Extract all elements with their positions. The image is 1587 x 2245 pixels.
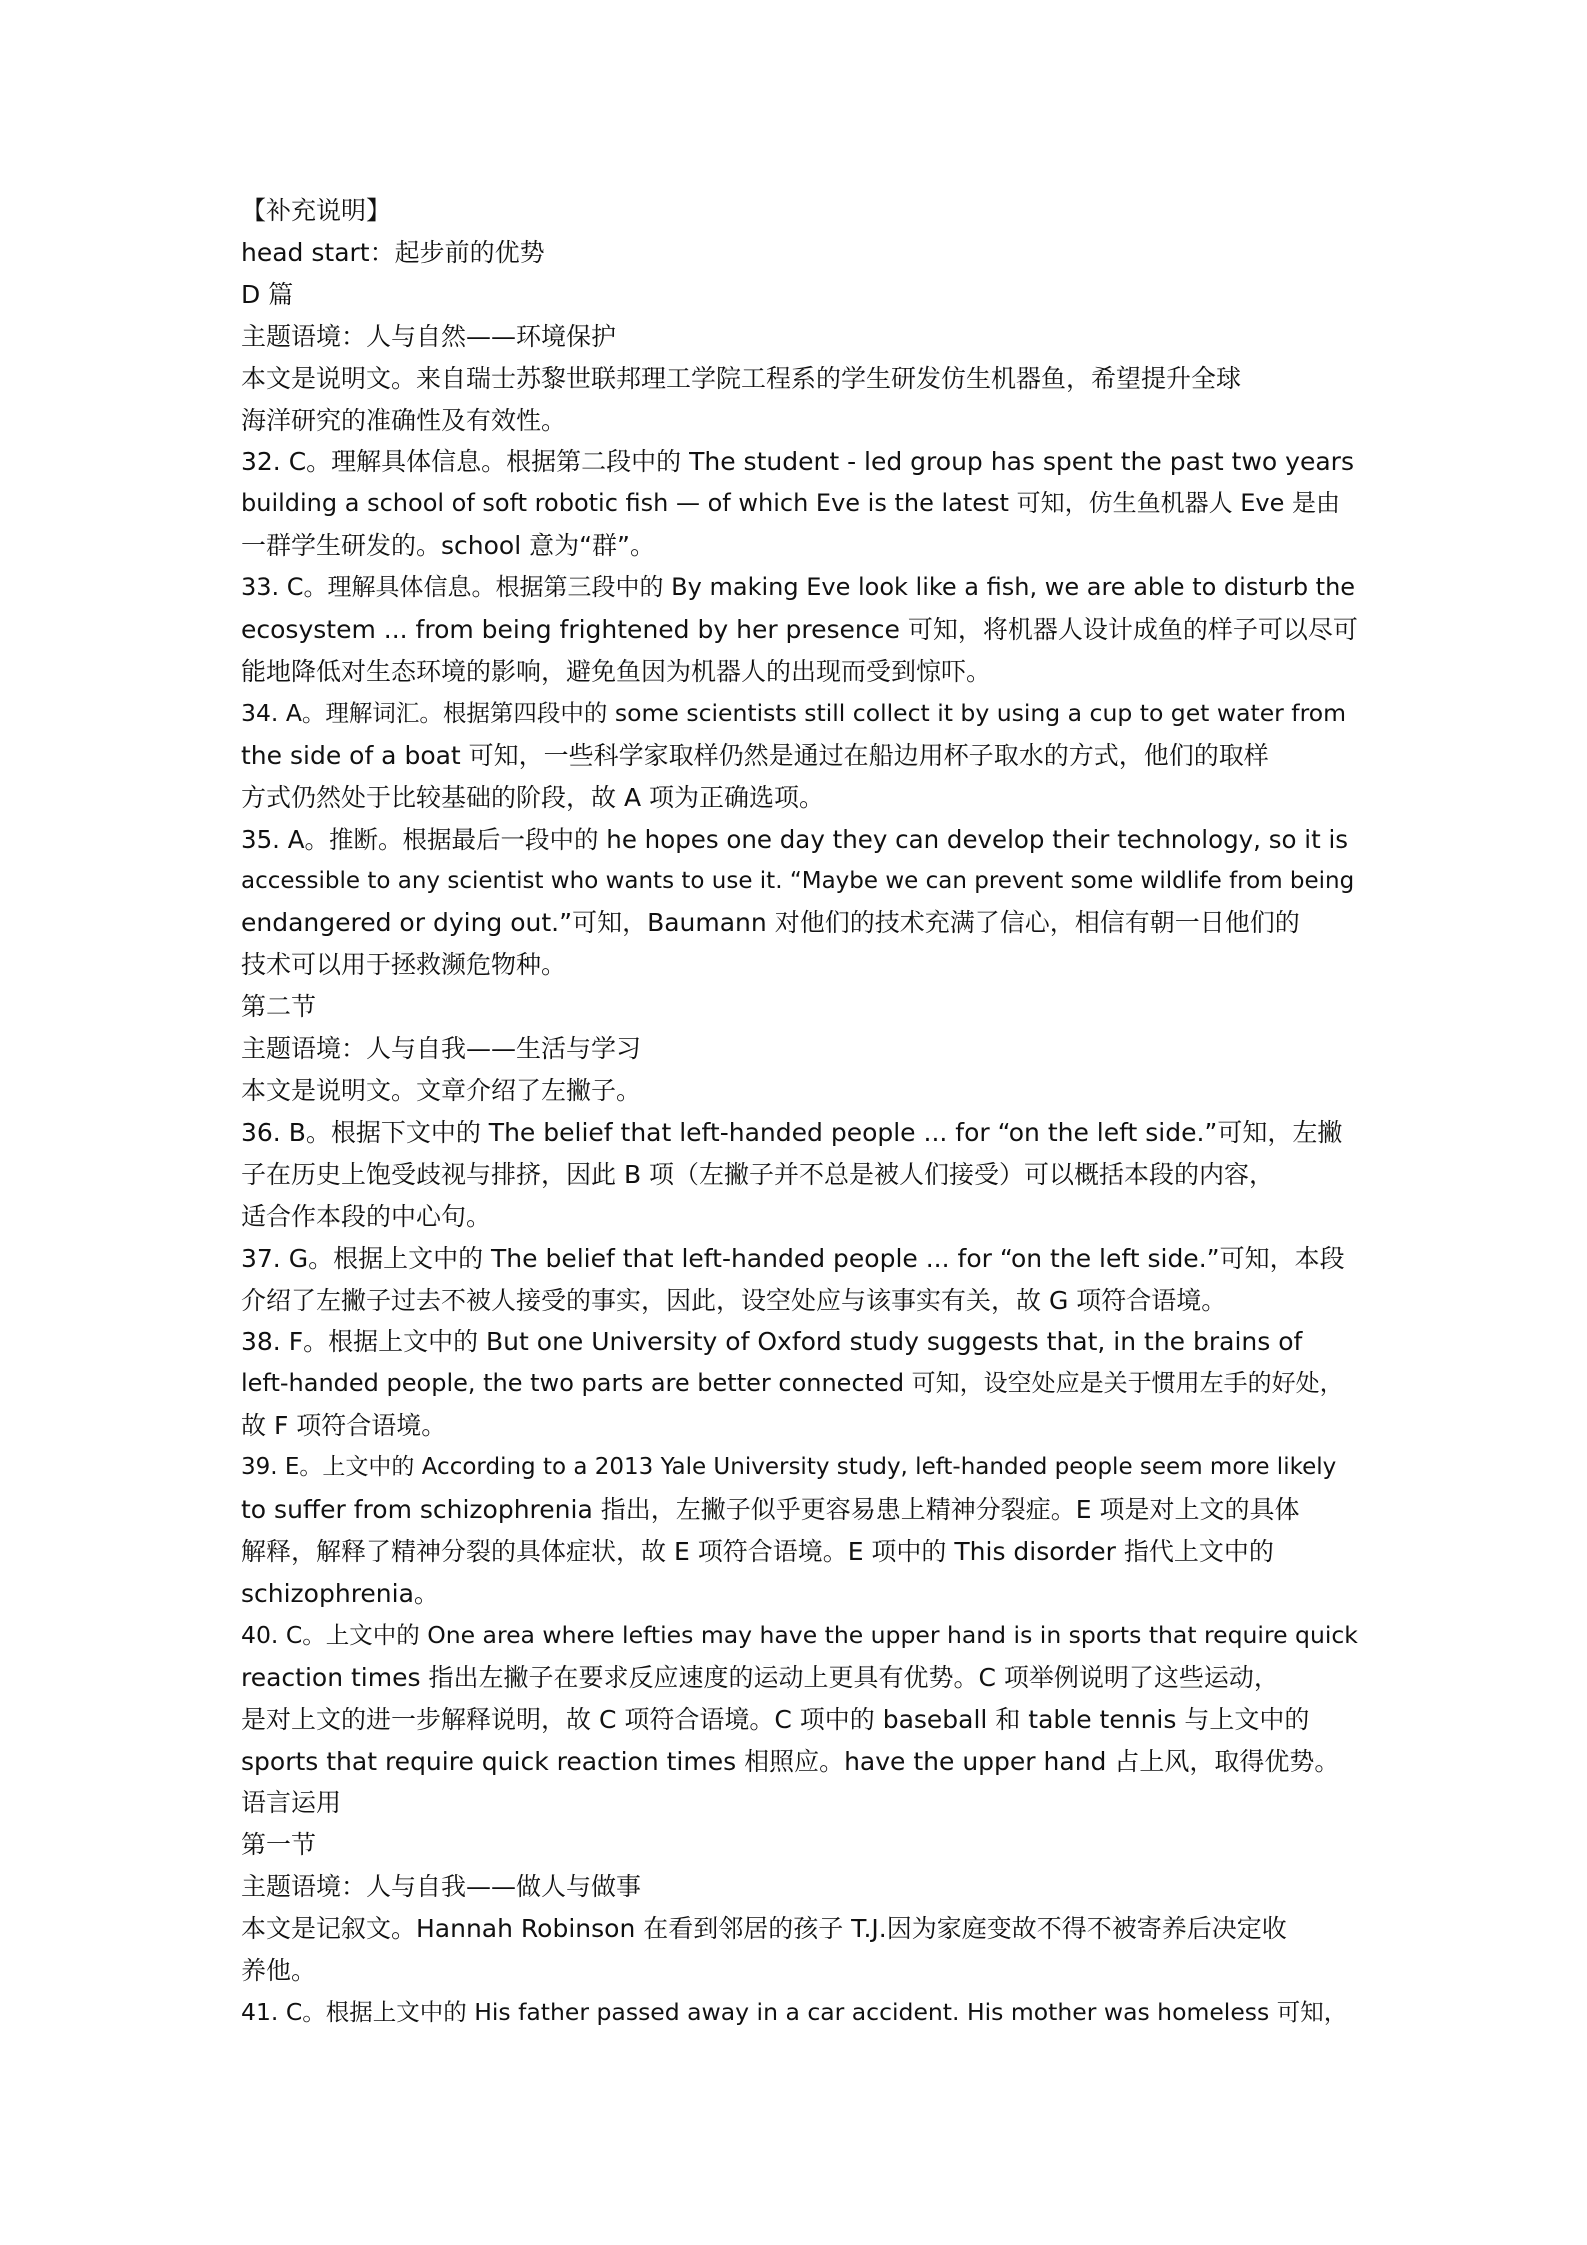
text-line: 子在历史上饱受歧视与排挤，因此 B 项（左撇子并不总是被人们接受）可以概括本段的内容， — [241, 1159, 1275, 1189]
text-line: 是对上文的进一步解释说明，故 C 项符合语境。C 项中的 baseball 和 table tennis 与上文中的 — [241, 1704, 1310, 1734]
text-line: 方式仍然处于比较基础的阶段，故 A 项为正确选项。 — [241, 782, 824, 812]
text-line: schizophrenia。 — [241, 1578, 439, 1608]
text-line: 41. C。根据上文中的 His father passed away in a car accident. His mother was homeless 可知， — [241, 1997, 1348, 2026]
text-line: endangered or dying out.”可知，Baumann 对他们的技术充满了信心，相信有朝一日他们的 — [241, 908, 1300, 938]
text-line: 故 F 项符合语境。 — [241, 1411, 447, 1441]
text-line: 第二节 — [241, 992, 317, 1022]
text-line: 38. F。根据上文中的 But one University of Oxford study suggests that, in the brains of — [241, 1327, 1303, 1357]
text-line: 37. G。根据上文中的 The belief that left-handed people ... for “on the left side.”可知，本段 — [241, 1243, 1345, 1273]
text-line: 一群学生研发的。school 意为“群”。 — [241, 531, 656, 561]
text-line: 适合作本段的中心句。 — [241, 1201, 492, 1231]
text-line: 主题语境：人与自我——做人与做事 — [241, 1872, 642, 1902]
text-line: 主题语境：人与自然——环境保护 — [241, 321, 617, 351]
text-line: 本文是说明文。来自瑞士苏黎世联邦理工学院工程系的学生研发仿生机器鱼，希望提升全球 — [241, 363, 1242, 393]
text-line: reaction times 指出左撇子在要求反应速度的运动上更具有优势。C 项举例说明了这些运动， — [241, 1662, 1279, 1692]
text-line: 解释，解释了精神分裂的具体症状，故 E 项符合语境。E 项中的 This disorder 指代上文中的 — [241, 1537, 1274, 1566]
text-line: left-handed people, the two parts are better connected 可知，设空处应是关于惯用左手的好处， — [241, 1369, 1344, 1398]
text-line: 本文是记叙文。Hannah Robinson 在看到邻居的孩子 T.J.因为家庭变故不得不被寄养后决定收 — [241, 1914, 1287, 1944]
text-line: accessible to any scientist who wants to use it. “Maybe we can prevent some wildlife from being — [241, 867, 1355, 894]
document-page — [241, 190, 1359, 2034]
text-line: 40. C。上文中的 One area where lefties may have the upper hand is in sports that require quick — [241, 1620, 1358, 1649]
text-line: 海洋研究的准确性及有效性。 — [241, 405, 567, 435]
text-line: 36. B。根据下文中的 The belief that left-handed people ... for “on the left side.”可知，左撇 — [241, 1117, 1343, 1147]
text-line: 能地降低对生态环境的影响，避免鱼因为机器人的出现而受到惊吓。 — [241, 656, 992, 686]
text-line: 介绍了左撇子过去不被人接受的事实，因此，设空处应与该事实有关，故 G 项符合语境。 — [241, 1285, 1227, 1315]
text-line: 技术可以用于拯救濒危物种。 — [241, 950, 567, 980]
text-line: 33. C。理解具体信息。根据第三段中的 By making Eve look like a fish, we are able to disturb the — [241, 573, 1356, 602]
text-line: 35. A。推断。根据最后一段中的 he hopes one day they can develop their technology, so it is — [241, 824, 1349, 854]
text-line: 32. C。理解具体信息。根据第二段中的 The student - led group has spent the past two years — [241, 447, 1354, 477]
text-line: 语言运用 — [241, 1788, 342, 1818]
text-line: ecosystem ... from being frightened by her presence 可知，将机器人设计成鱼的样子可以尽可 — [241, 615, 1358, 645]
text-line: to suffer from schizophrenia 指出，左撇子似乎更容易患上精神分裂症。E 项是对上文的具体 — [241, 1495, 1300, 1525]
text-line: D 篇 — [241, 279, 294, 309]
text-line: head start：起步前的优势 — [241, 237, 545, 267]
text-line: 39. E。上文中的 According to a 2013 Yale University study, left-handed people seem more likely — [241, 1454, 1337, 1481]
text-line: 本文是说明文。文章介绍了左撇子。 — [241, 1076, 642, 1106]
text-line: 主题语境：人与自我——生活与学习 — [241, 1034, 642, 1064]
text-line: sports that require quick reaction times 相照应。have the upper hand 占上风，取得优势。 — [241, 1746, 1340, 1776]
text-line: 【补充说明】 — [241, 196, 392, 225]
text-line: 34. A。理解词汇。根据第四段中的 some scientists still collect it by using a cup to get water from — [241, 698, 1346, 727]
text-line: 养他。 — [241, 1956, 317, 1986]
text-line: the side of a boat 可知，一些科学家取样仍然是通过在船边用杯子取水的方式，他们的取样 — [241, 740, 1269, 770]
text-line: building a school of soft robotic fish — of which Eve is the latest 可知，仿生鱼机器人 Eve 是由 — [241, 489, 1340, 518]
text-line: 第一节 — [241, 1830, 317, 1860]
